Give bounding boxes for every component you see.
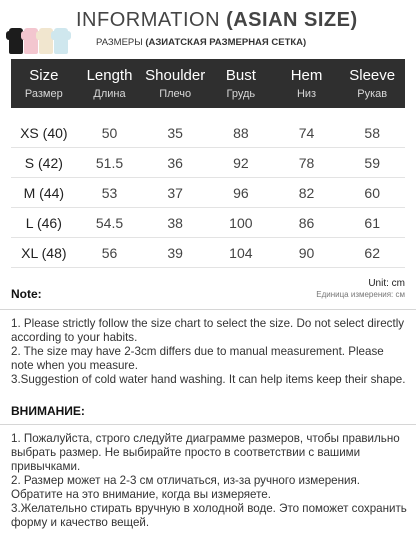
note-line: 3.Suggestion of cold water hand washing. It can help items keep their shape. (11, 373, 406, 386)
table-row (11, 178, 405, 208)
table-cell: 88 (233, 124, 249, 141)
table-cell: 82 (298, 184, 315, 201)
table-cell: 54.5 (95, 214, 124, 231)
table-row (11, 118, 405, 148)
column-header-size: Size Размер (24, 67, 63, 100)
table-row (11, 148, 405, 178)
page-subtitle (96, 37, 306, 48)
table-cell: 50 (101, 124, 118, 141)
table-cell: XS (40) (20, 124, 68, 141)
table-cell: M (44) (23, 184, 65, 201)
note-line: 2. The size may have 2-3cm differs due to manual measurement. Please note when you measure. (11, 345, 384, 372)
table-header (11, 59, 405, 108)
divider (0, 309, 416, 310)
column-header-length: Length Длина (86, 67, 133, 100)
attention-heading: ВНИМАНИЕ: (11, 404, 85, 418)
note-line: 1. Please strictly follow the size chart to select the size. Do not select directly according to your habits. (11, 317, 405, 344)
table-body (11, 118, 405, 268)
table-cell: 37 (167, 184, 183, 201)
table-cell: 51.5 (95, 154, 124, 171)
title-bold-text: (ASIAN SIZE) (226, 9, 358, 31)
attention-paragraph (11, 432, 407, 530)
column-header-hem: Hem Низ (290, 67, 323, 100)
product-color-thumbnails (9, 28, 68, 54)
table-cell: 56 (101, 244, 118, 261)
unit-label-en: Unit: cm (368, 278, 405, 289)
subtitle-bold-text: (АЗИАТСКАЯ РАЗМЕРНАЯ СЕТКА) (145, 37, 307, 48)
table-cell: 59 (364, 154, 380, 171)
unit-label (316, 278, 405, 299)
note-heading: Note: (11, 287, 42, 301)
table-cell: 61 (364, 214, 380, 231)
table-cell: 100 (229, 214, 253, 231)
garment-thumbnail-icon (54, 28, 68, 54)
page-title (76, 9, 358, 32)
table-cell: 36 (167, 154, 183, 171)
table-cell: 39 (167, 244, 183, 261)
table-cell: 90 (298, 244, 315, 261)
table-cell: 92 (233, 154, 249, 171)
table-cell: L (46) (25, 214, 62, 231)
table-cell: 96 (233, 184, 249, 201)
table-cell: 62 (364, 244, 380, 261)
subtitle-text: РАЗМЕРЫ (96, 37, 143, 48)
divider (0, 424, 416, 425)
table-row (11, 238, 405, 268)
table-cell: 58 (364, 124, 380, 141)
table-cell: 104 (229, 244, 253, 261)
table-cell: 38 (167, 214, 183, 231)
attention-line: 3.Желательно стирать вручную в холодной воде. Это поможет сохранить форму и качество вещей. (11, 502, 407, 529)
size-table (11, 59, 405, 268)
table-cell: 86 (298, 214, 315, 231)
column-header-bust: Bust Грудь (225, 67, 256, 100)
table-cell: 78 (298, 154, 315, 171)
column-header-shoulder: Shoulder Плечо (145, 67, 206, 100)
note-paragraph (11, 317, 407, 387)
table-cell: XL (48) (21, 244, 67, 261)
column-header-sleeve: Sleeve Рукав (349, 67, 396, 100)
unit-label-ru: Единица измерения: см (316, 290, 405, 299)
table-cell: S (42) (24, 154, 63, 171)
attention-line: 2. Размер может на 2-3 см отличаться, из-за ручного измерения. Обратите на это внимание, когда вы измеряете. (11, 474, 360, 501)
title-text: INFORMATION (76, 9, 221, 31)
table-cell: 60 (364, 184, 380, 201)
header (0, 0, 416, 60)
table-cell: 35 (167, 124, 183, 141)
attention-line: 1. Пожалуйста, строго следуйте диаграмме размеров, чтобы правильно выбрать размер. Не выбирайте просто в соответствии с вашими привычками. (11, 432, 400, 473)
table-row (11, 208, 405, 238)
table-cell: 74 (298, 124, 315, 141)
table-cell: 53 (101, 184, 118, 201)
